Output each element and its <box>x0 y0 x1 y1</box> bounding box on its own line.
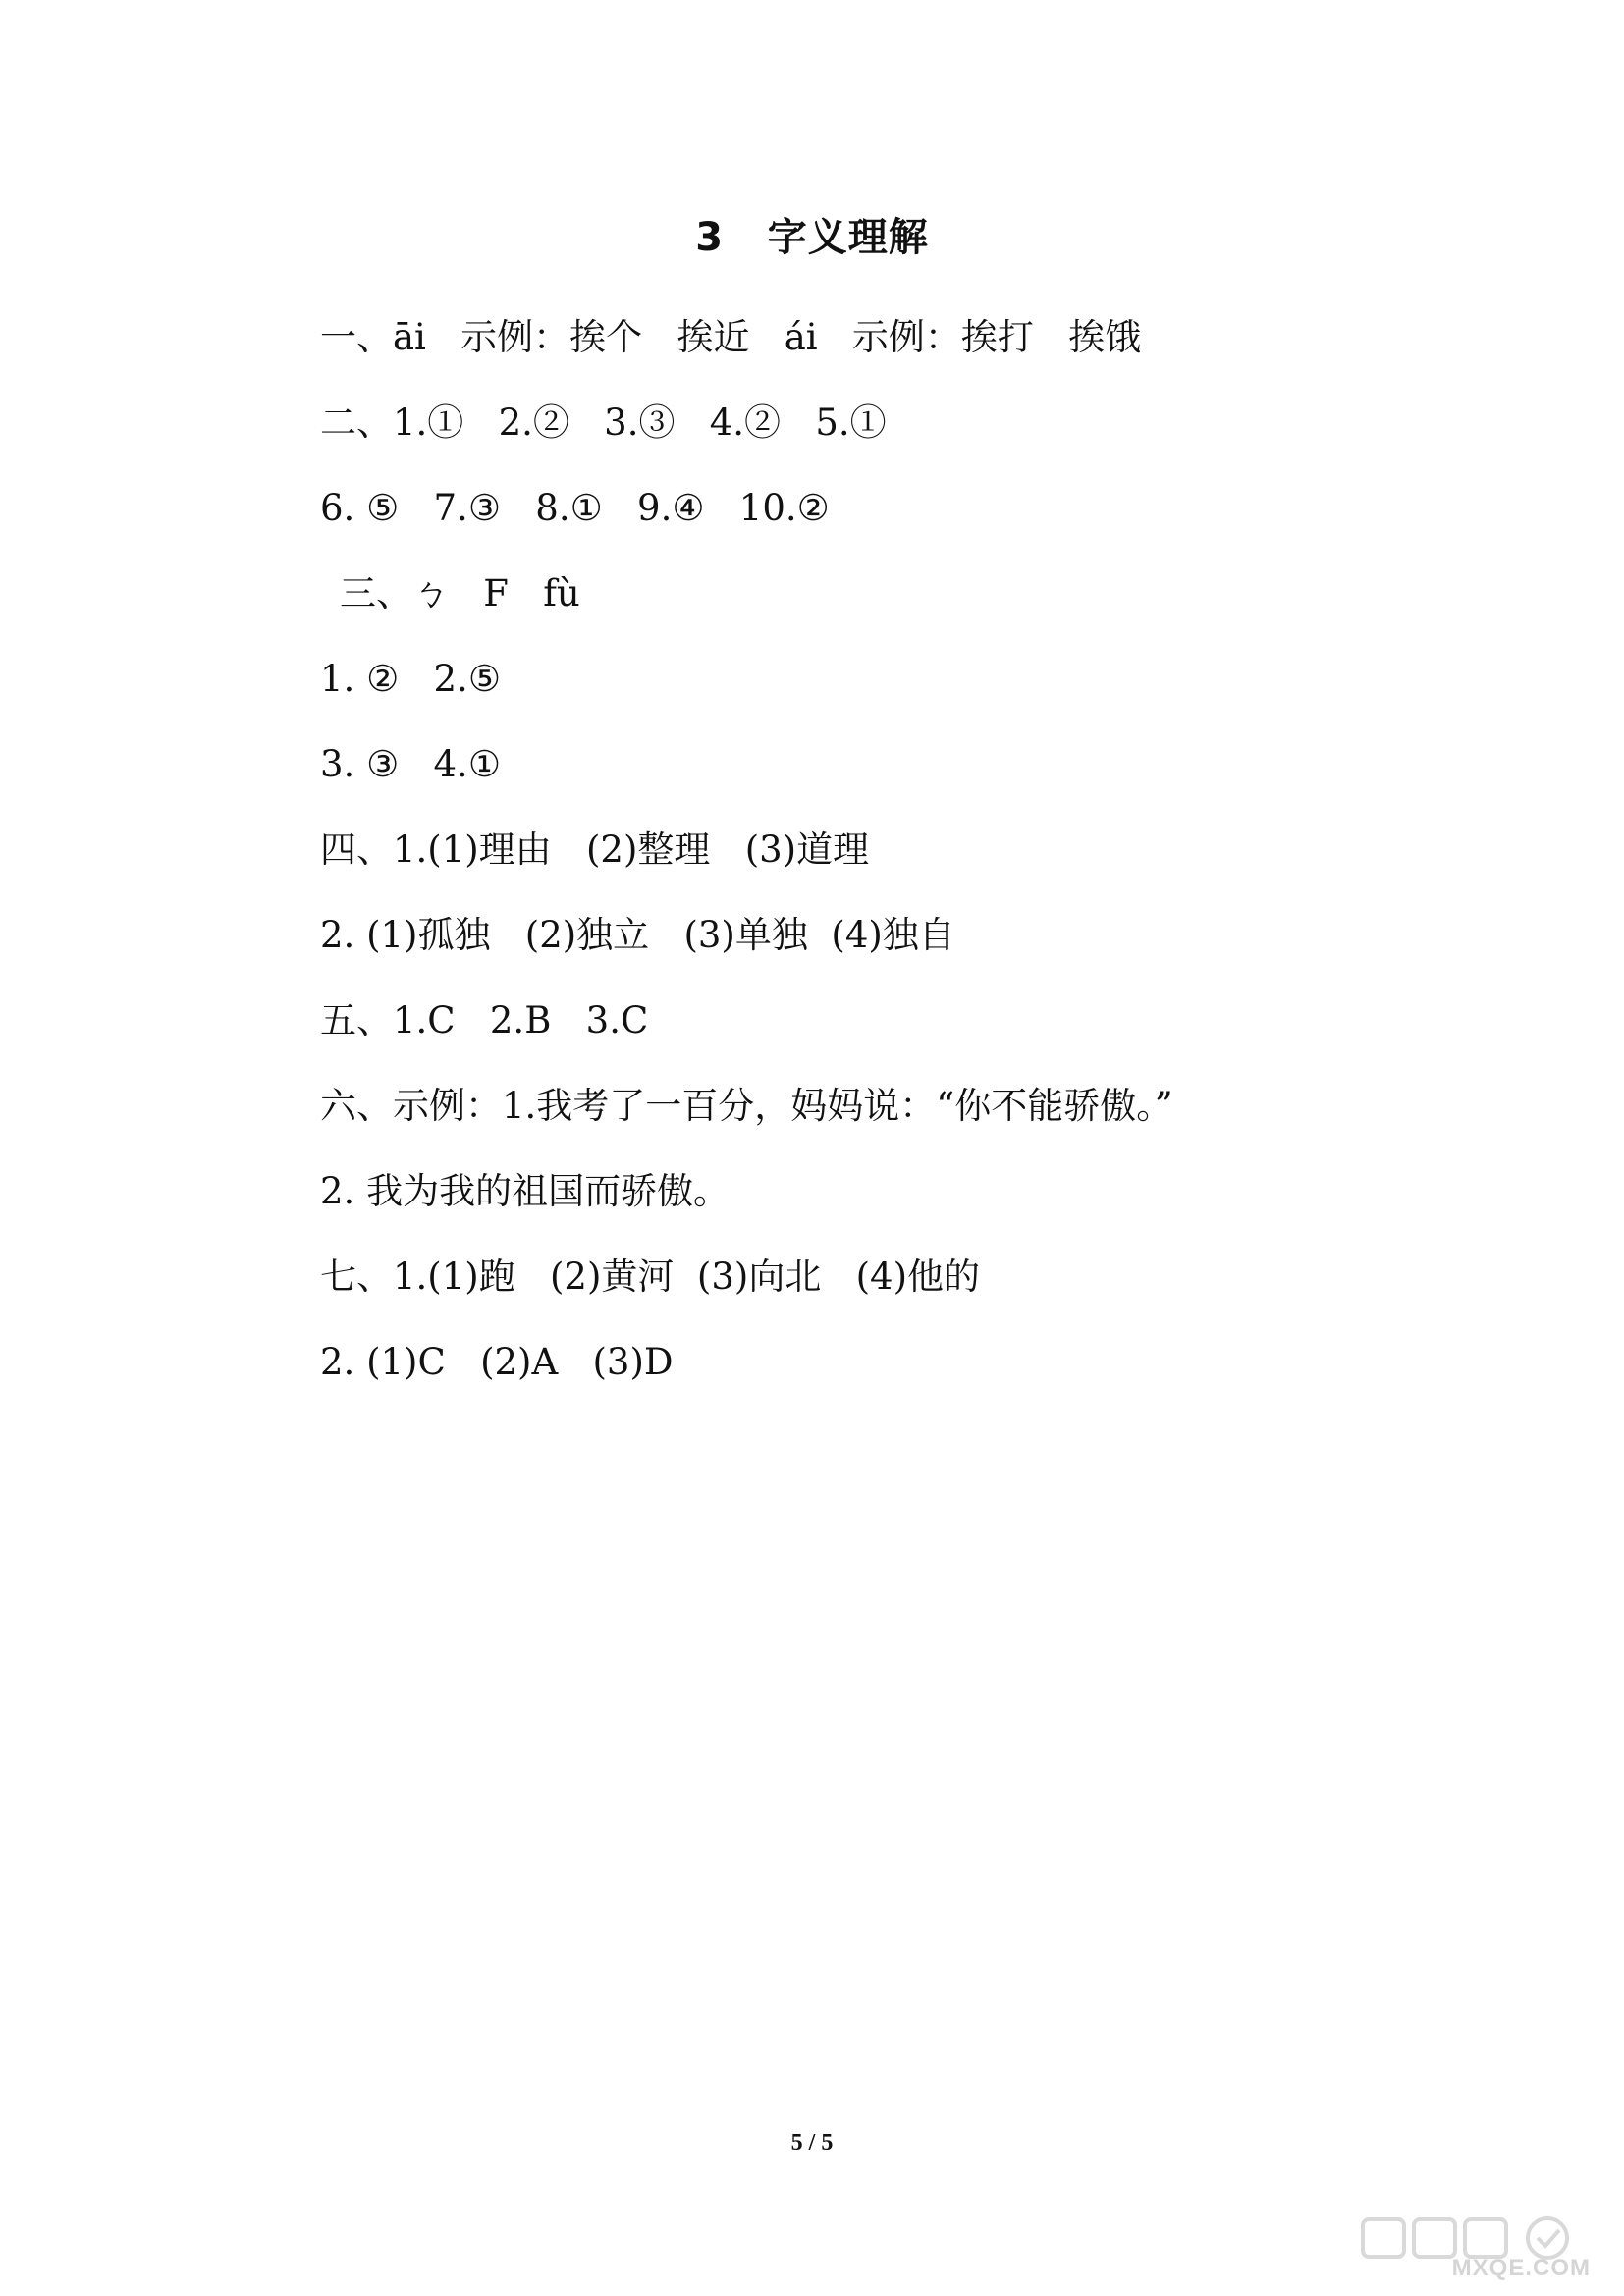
answer-line-12: 七、1.(1)跑 (2)黄河 (3)向北 (4)他的 <box>320 1255 981 1298</box>
answer-list <box>320 294 1498 1405</box>
answer-line-3: 6. ⑤ 7.③ 8.① 9.④ 10.② <box>320 487 830 529</box>
answer-line-7: 四、1.(1)理由 (2)整理 (3)道理 <box>320 828 870 871</box>
answer-line-8: 2. (1)孤独 (2)独立 (3)单独 (4)独自 <box>320 914 955 956</box>
answer-line-5: 1. ② 2.⑤ <box>320 658 501 700</box>
answer-line-6: 3. ③ 4.① <box>320 743 501 785</box>
answer-line-11: 2. 我为我的祖国而骄傲。 <box>320 1170 731 1212</box>
page-number: 5 / 5 <box>790 2130 834 2156</box>
page-title: 3 字义理解 <box>695 215 929 260</box>
watermark-url: MXQE.COM <box>1451 2255 1591 2281</box>
answer-line-10: 六、示例：1.我考了一百分，妈妈说：“你不能骄傲。” <box>320 1085 1173 1127</box>
watermark <box>1355 2214 1600 2282</box>
answer-line-2: 二、1.① 2.② 3.③ 4.② 5.① <box>320 401 887 444</box>
answer-line-1: 一、āi 示例：挨个 挨近 ái 示例：挨打 挨饿 <box>320 316 1142 358</box>
answer-line-9: 五、1.C 2.B 3.C <box>320 999 649 1041</box>
answer-line-4: 三、ㄅ F fù <box>340 572 580 614</box>
answer-line-13: 2. (1)C (2)A (3)D <box>320 1341 674 1383</box>
